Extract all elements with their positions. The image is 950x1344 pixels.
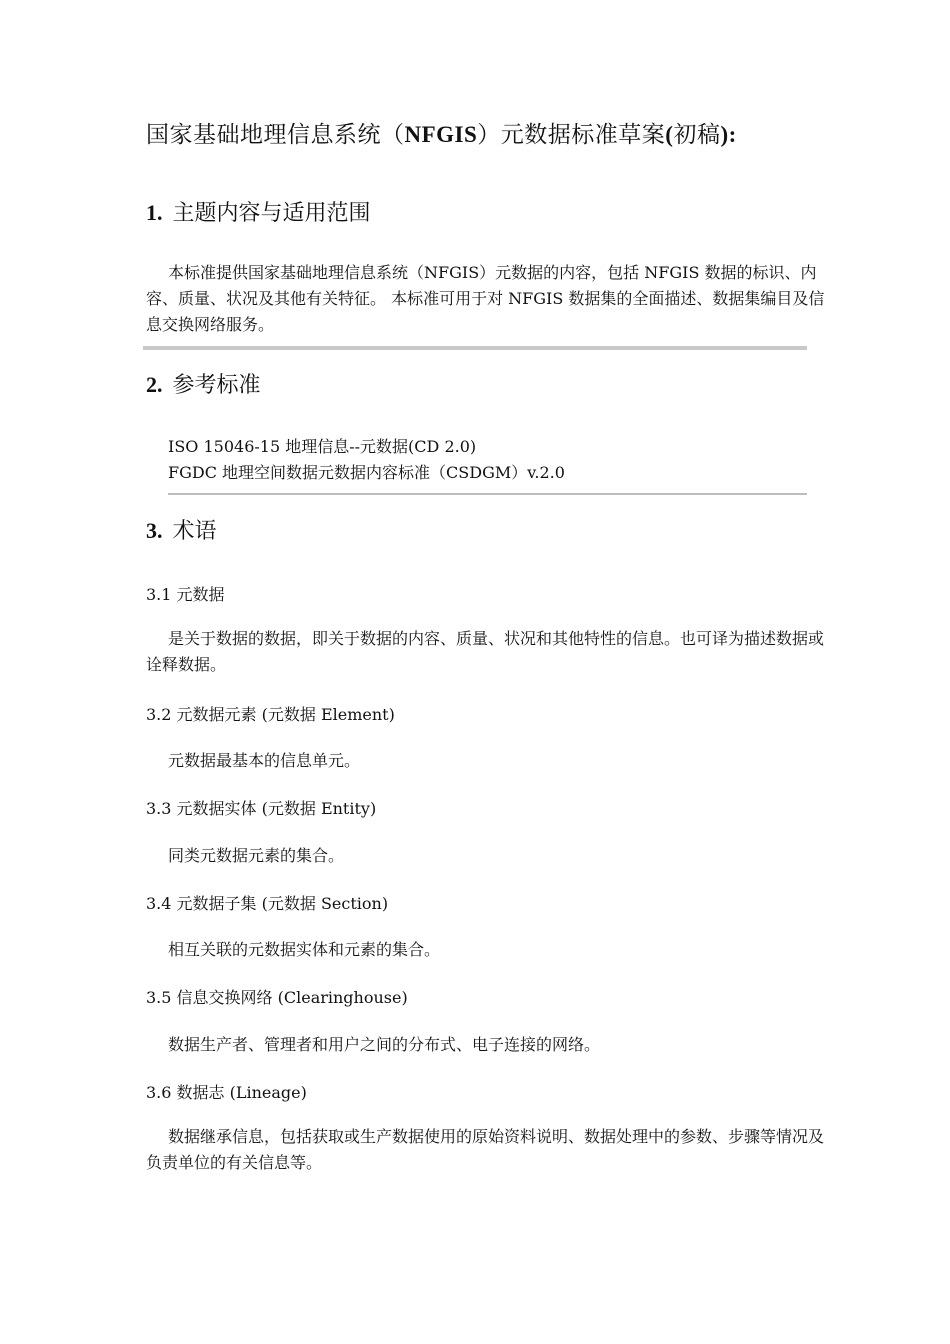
section-3-number: 3.	[146, 518, 163, 543]
section-3-heading	[146, 514, 217, 545]
term-3-1-label: 3.1 元数据	[146, 585, 225, 604]
reference-iso: ISO 15046-15 地理信息--元数据(CD 2.0)	[168, 437, 477, 456]
section-1-number: 1.	[146, 200, 163, 225]
section-1-title: 主题内容与适用范围	[172, 201, 371, 226]
section-2-number: 2.	[146, 372, 163, 397]
reference-fgdc: FGDC 地理空间数据元数据内容标准（CSDGM）v.2.0	[168, 463, 565, 482]
term-3-5-definition: 数据生产者、管理者和用户之间的分布式、电子连接的网络。	[168, 1035, 601, 1054]
section-3-title: 术语	[172, 519, 217, 544]
section-divider	[143, 346, 807, 350]
title-middle: ）元数据标准草案	[477, 122, 666, 148]
term-3-6-definition: 数据继承信息，包括获取或生产数据使用的原始资料说明、数据处理中的参数、步骤等情况及负责单位的有关信息等。	[146, 1127, 825, 1172]
term-3-6-label: 3.6 数据志 (Lineage)	[146, 1083, 307, 1102]
section-divider	[168, 493, 807, 495]
term-3-2-definition: 元数据最基本的信息单元。	[168, 751, 361, 770]
term-3-4-definition: 相互关联的元数据实体和元素的集合。	[168, 940, 441, 959]
title-nfgis: NFGIS	[404, 122, 478, 147]
section-2-heading	[146, 368, 261, 399]
term-3-3-label: 3.3 元数据实体 (元数据 Entity)	[146, 799, 377, 818]
document-title	[146, 116, 737, 149]
title-paren-close: ):	[720, 122, 737, 147]
section-2-title: 参考标准	[172, 373, 261, 398]
section-1-heading	[146, 196, 371, 227]
section-1-body: 本标准提供国家基础地理信息系统（NFGIS）元数据的内容，包括 NFGIS 数据的标识、内容、质量、状况及其他有关特征。 本标准可用于对 NFGIS 数据集的全面描述、数据集编目及信息交换网络服务。	[146, 263, 825, 334]
term-3-2-label: 3.2 元数据元素 (元数据 Element)	[146, 705, 395, 724]
title-prefix: 国家基础地理信息系统（	[146, 122, 405, 148]
term-3-4-label: 3.4 元数据子集 (元数据 Section)	[146, 894, 389, 913]
term-3-1-definition: 是关于数据的数据，即关于数据的内容、质量、状况和其他特性的信息。也可译为描述数据或诠释数据。	[146, 629, 825, 674]
title-paren-open: (	[665, 122, 674, 147]
term-3-3-definition: 同类元数据元素的集合。	[168, 846, 345, 865]
term-3-5-label: 3.5 信息交换网络 (Clearinghouse)	[146, 988, 408, 1007]
title-suffix: 初稿	[673, 122, 721, 148]
